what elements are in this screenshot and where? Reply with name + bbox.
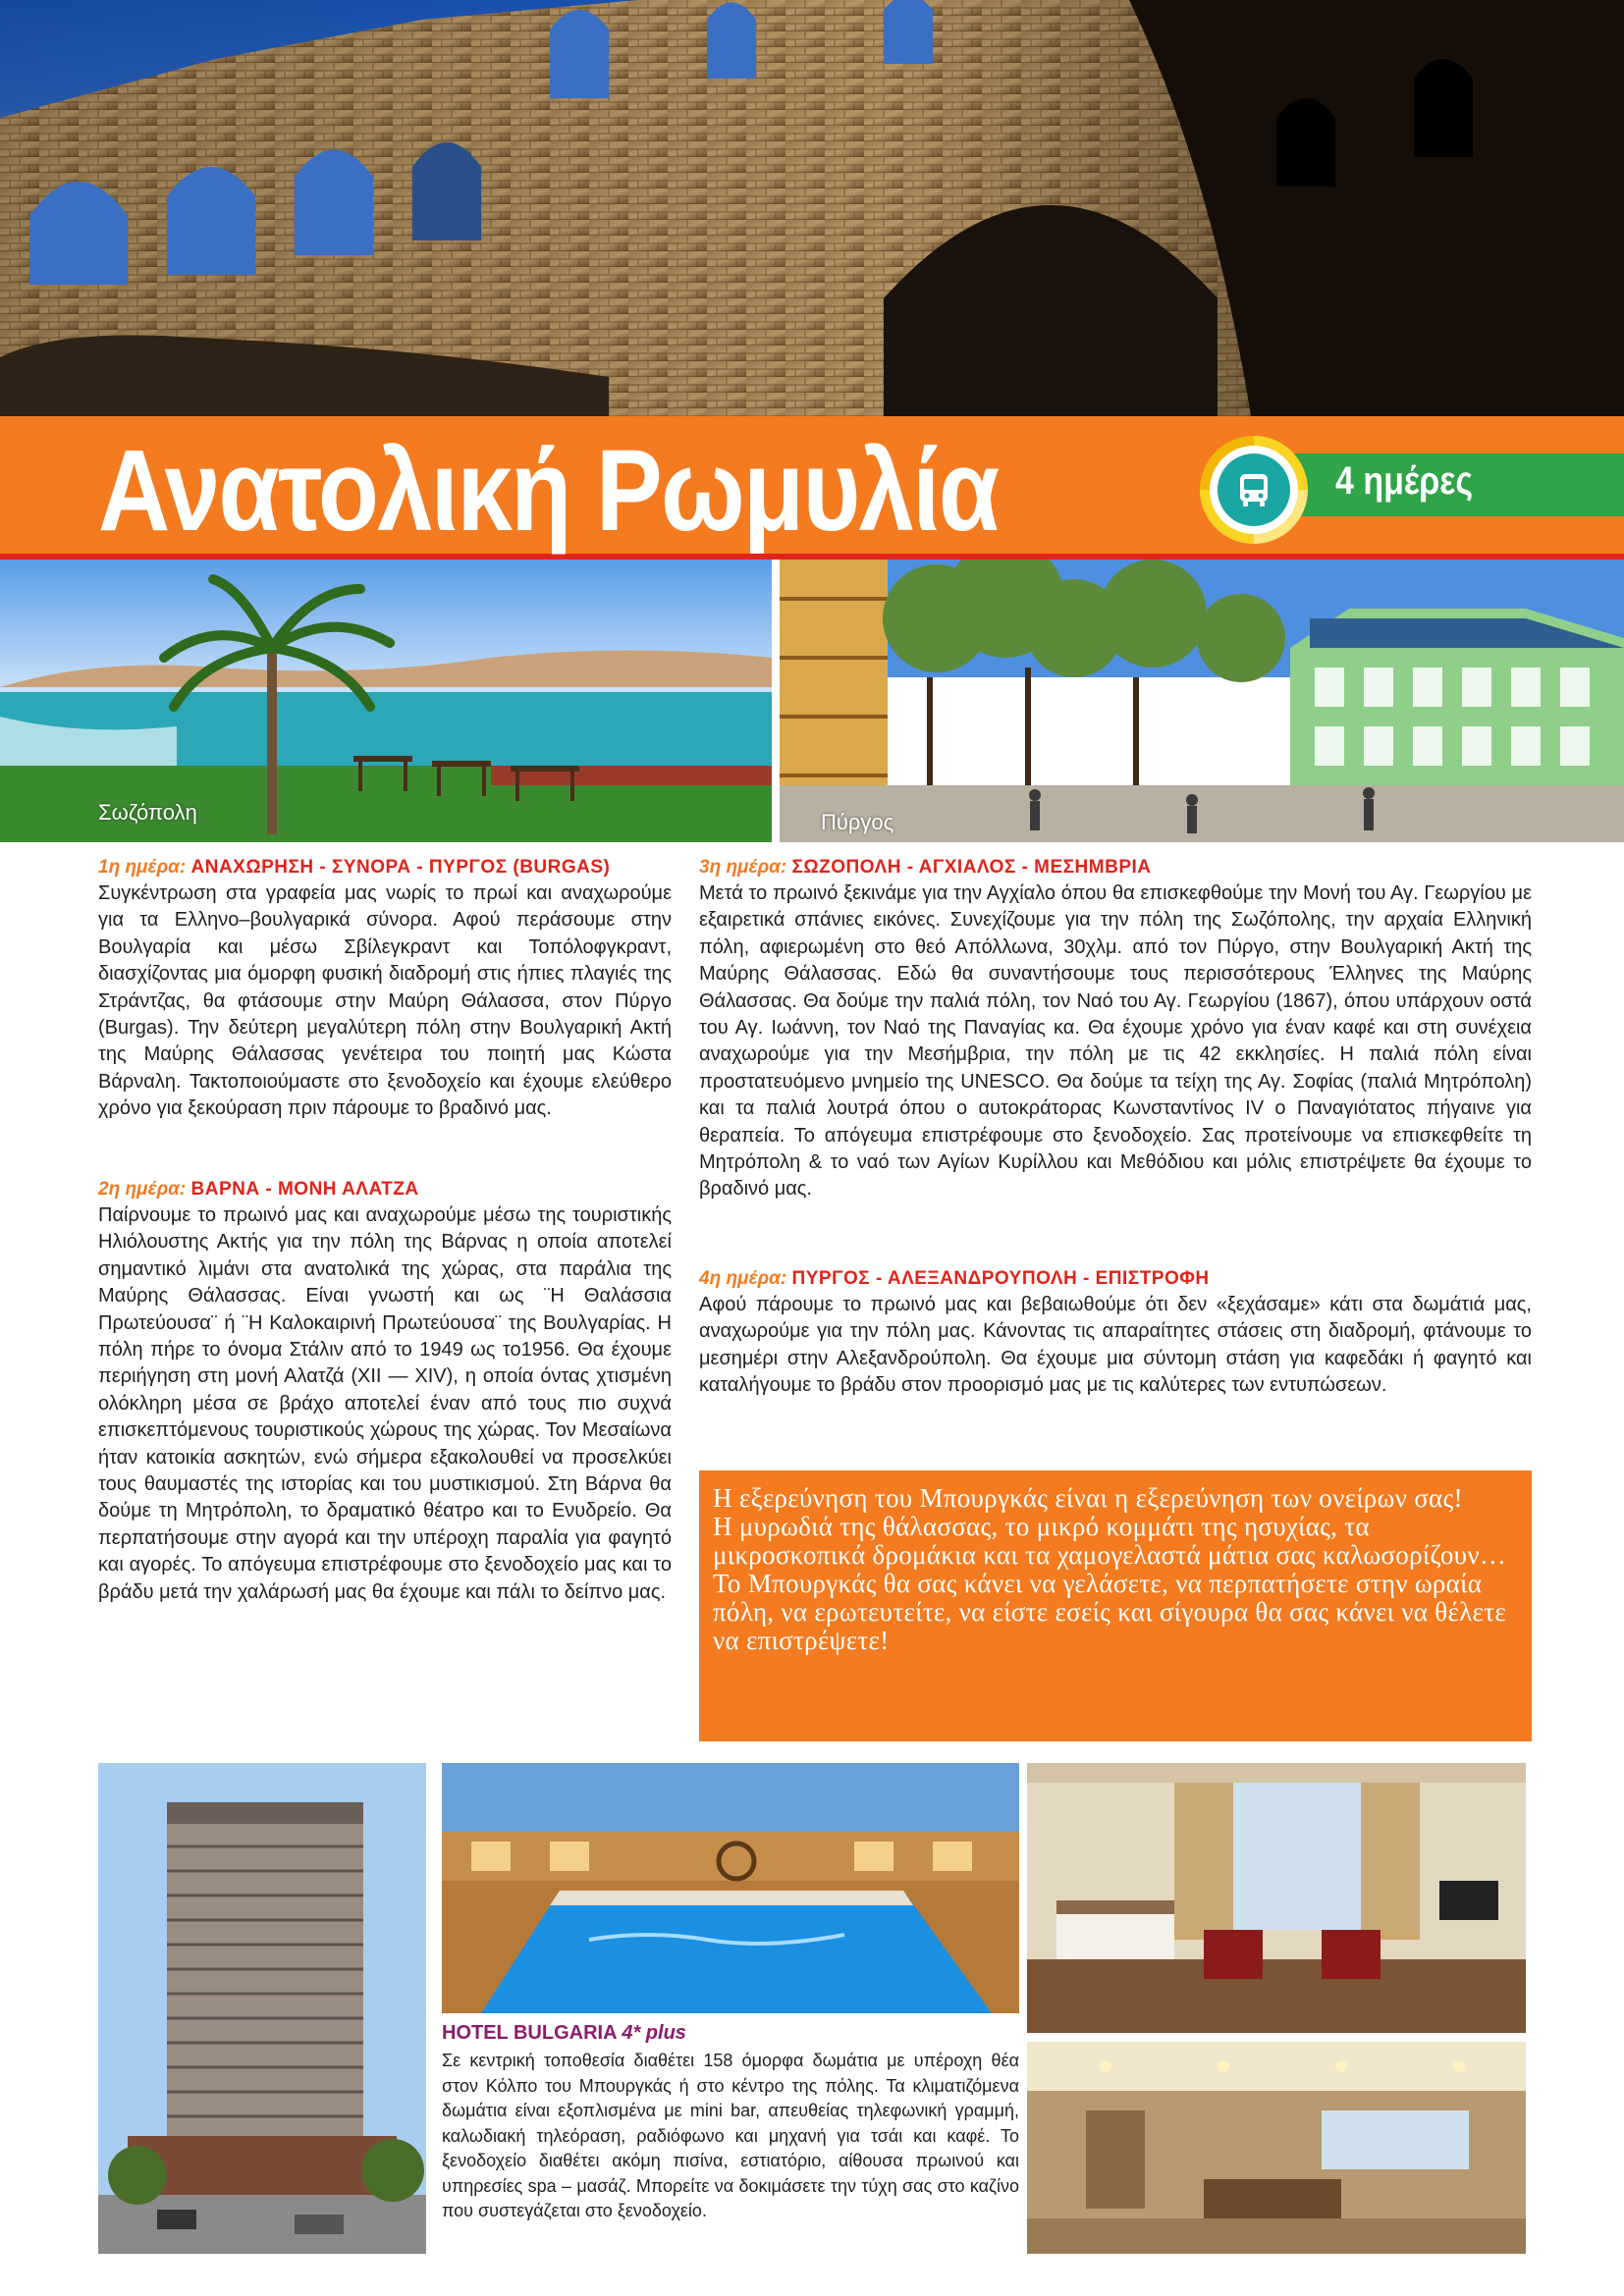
hotel-name: HOTEL BULGARIA	[442, 2022, 617, 2044]
page-title: Ανατολική Ρωμυλία	[98, 426, 999, 556]
day-1-label: 1η ημέρα:	[98, 857, 187, 878]
day-2-text: Παίρνουμε το πρωινό μας και αναχωρούμε μέσω της τουριστικής Ηλιόλουστης Ακτής για την πόλη της Βάρνας η οποία αποτελεί σημαντικό λιμάνι στα ανατολικά της χώρας, στα παράλια της Μαύρης Θάλασσας. Είναι γνωστή και ως ¨Η Θαλάσσια Πρωτεύουσα¨ ή ¨Η Καλοκαιρινή Πρωτεύουσα¨ της Βουλγαρίας. Η πόλη πήρε το όνομα Στάλιν από το 1949 ως το1956. Θα έχουμε περιήγηση στη μονή Αλατζά (XII — XIV), η οποία όντας χτισμένη ολόκληρη μέσα σε βράχο αποτελεί έναν από τους πιο συχνά επισκεπτόμενους τουριστικούς χώρους της χώρας. Τον Μεσαίωνα ήταν κατοικία ασκητών, ενώ σήμερα εξακολουθεί να προσελκύει τους θαυμαστές της ιστορίας και του μυστικισμού. Στη Βάρνα θα δούμε τη Μητρόπολη, το δραματικό θέατρο και το Ενυδρείο. Θα περπατήσουμε στην αγορά και την υπέροχη παραλία για φαγητό και αγορές. Το απόγευμα επιστρέφουμε στο ξενοδοχείο μας και το βράδυ μετά την χαλάρωσή μας θα έχουμε και πάλι το δείπνο μας.	[98, 1204, 672, 1603]
caption-sozopoli: Σωζόπολη	[98, 800, 197, 825]
promo-line-3: Το Μπουργκάς θα σας κάνει να γελάσετε, να περπατήσετε στην ωραία πόλη, να ερωτευτείτε, να είστε εσείς και σίγουρα θα σας κάνει να θέλετε να επιστρέψετε!	[713, 1569, 1506, 1655]
day-3	[699, 854, 1532, 1203]
day-3-label: 3η ημέρα:	[699, 857, 787, 878]
promo-line-2: Η μυρωδιά της θάλασσας, το μικρό κομμάτι της ησυχίας, τα μικροσκοπικά δρομάκια και τα χαμογελαστά μάτια σας καλωσορίζουν…	[713, 1512, 1507, 1570]
hero-photo-ruins	[0, 0, 1624, 416]
day-3-title: ΣΩΖΟΠΟΛΗ - ΑΓΧΙΑΛΟΣ - ΜΕΣΗΜΒΡΙΑ	[791, 857, 1152, 878]
caption-pyrgos: Πύργος	[821, 810, 894, 834]
day-4-heading	[699, 1265, 1532, 1292]
photo-hotel-pool	[442, 1763, 1019, 2013]
duration-label: 4 ημέρες	[1335, 459, 1474, 503]
day-4-title: ΠΥΡΓΟΣ - ΑΛΕΞΑΝΔΡΟΥΠΟΛΗ - ΕΠΙΣΤΡΟΦΗ	[791, 1268, 1210, 1289]
badge-ring	[1210, 446, 1298, 534]
bus-icon	[1234, 470, 1273, 509]
hotel-heading	[442, 2022, 686, 2045]
badge-core	[1218, 454, 1290, 526]
promo-box	[699, 1470, 1532, 1741]
photo-hotel-tower	[98, 1763, 426, 2254]
day-2-title: ΒΑΡΝΑ - ΜΟΝΗ ΑΛΑΤΖΑ	[190, 1179, 419, 1200]
day-1	[98, 854, 672, 1123]
hotel-stars: 4* plus	[622, 2022, 686, 2044]
day-3-heading	[699, 854, 1532, 881]
day-4	[699, 1265, 1532, 1400]
day-1-title: ΑΝΑΧΩΡΗΣΗ - ΣΥΝΟΡΑ - ΠΥΡΓΟΣ (BURGAS)	[190, 857, 611, 878]
day-1-heading	[98, 854, 672, 881]
day-4-label: 4η ημέρα:	[699, 1268, 787, 1289]
day-1-text: Συγκέντρωση στα γραφεία μας νωρίς το πρωί και αναχωρούμε για τα Ελληνο–βουλγαρικά σύνορα. Αφού περάσουμε στην Βουλγαρία και μέσω Σβίλεγκραντ και Τοπόλοφγκραντ, διασχίζοντας μια όμορφη φυσική διαδρομή στις ήπιες πλαγιές της Στράντζας, θα φτάσουμε στην Μαύρη Θάλασσα, στον Πύργο (Burgas). Την δεύτερη μεγαλύτερη πόλη στην Βουλγαρική Ακτή της Μαύρης Θάλασσας γενέτειρα του ποιητή μας Κώστα Βάρναλη. Τακτοποιούμαστε στο ξενοδοχείο και έχουμε ελεύθερο χρόνο για ξεκούραση πριν πάρουμε το βραδινό μας.	[98, 882, 672, 1120]
promo-line-1: Η εξερεύνηση του Μπουργκάς είναι η εξερεύνηση των ονείρων σας!	[713, 1483, 1463, 1513]
photo-hotel-lobby	[1027, 2042, 1526, 2254]
hotel-description: Σε κεντρική τοποθεσία διαθέτει 158 όμορφα δωμάτια με υπέροχη θέα στον Κόλπο του Μπουργκάς ή στο κέντρο της πόλης. Τα κλιματιζόμενα δωμάτια είναι εξοπλισμένα με mini bar, απευθείας τηλεφωνική γραμμή, καλωδιακή τηλεόραση, ραδιόφωνο και μηχανή για τσάι και καφέ. Το ξενοδοχείο διαθέτει ακόμη πισίνα, εστιατόριο, αίθουσα πρωινού και υπηρεσίες spa – μασάζ. Μπορείτε να δοκιμάσετε την τύχη σας στο καζίνο που συστεγάζεται στο ξενοδοχείο.	[442, 2051, 1019, 2220]
day-3-text: Μετά το πρωινό ξεκινάμε για την Αγχίαλο όπου θα επισκεφθούμε την Μονή του Αγ. Γεωργίου με εξαιρετικά σπάνιες εικόνες. Συνεχίζουμε για την πόλη της Σωζόπολης, την αρχαία Ελληνική πόλη, αφιερωμένη στο θεό Απόλλωνα, 30χλμ. από τον Πύργο, στην Βουλγαρική Ακτή της Μαύρης Θάλασσας. Εδώ θα συναντήσουμε τους περισσότερους Έλληνες της Μαύρης Θάλασσας. Θα δούμε την παλιά πόλη, τον Ναό του Αγ. Γεωργίου (1867), όπου υπάρχουν οστά του Αγ. Ιωάννη, τον Ναό της Παναγίας κα. Θα έχουμε χρόνο για έναν καφέ και στη συνέχεια αναχωρούμε για την Μεσήμβρια, την πόλη με τις 42 εκκλησίες. Η παλιά πόλη είναι προστατευόμενο μνημείο της UNESCO. Θα δούμε τα τείχη της Αγ. Σοφίας (παλιά Μητρόπολη) και τα παλιά λουτρά όπου ο αυτοκράτορας Κωνσταντίνος IV ο Παναγιότατος πήγαινε για θεραπεία. Το απόγευμα επιστρέφουμε στο ξενοδοχείο. Σας προτείνουμε να επισκεφθείτε τη Μητρόπολη & το ναό των Αγίων Κυρίλλου και Μεθόδιου και μόλις επιστρέψετε θα έχουμε το βραδινό μας.	[699, 882, 1532, 1201]
day-2-heading	[98, 1176, 672, 1202]
photo-pyrgos	[780, 560, 1624, 842]
duration-badge	[1200, 436, 1308, 544]
day-2-label: 2η ημέρα:	[98, 1179, 187, 1200]
photo-hotel-room	[1027, 1763, 1526, 2033]
day-2	[98, 1176, 672, 1606]
day-4-text: Αφού πάρουμε το πρωινό μας και βεβαιωθούμε ότι δεν «ξεχάσαμε» κάτι στα δωμάτιά μας, αναχωρούμε για την πόλη μας. Κάνοντας τις απαραίτητες στάσεις στη διαδρομή, φτάνουμε το μεσημέρι στην Αλεξανδρούπολη. Θα έχουμε μια σύντομη στάση για καφεδάκι ή φαγητό και καταλήγουμε το βράδυ στον προορισμό μας με τις καλύτερες των εντυπώσεων.	[699, 1294, 1532, 1397]
